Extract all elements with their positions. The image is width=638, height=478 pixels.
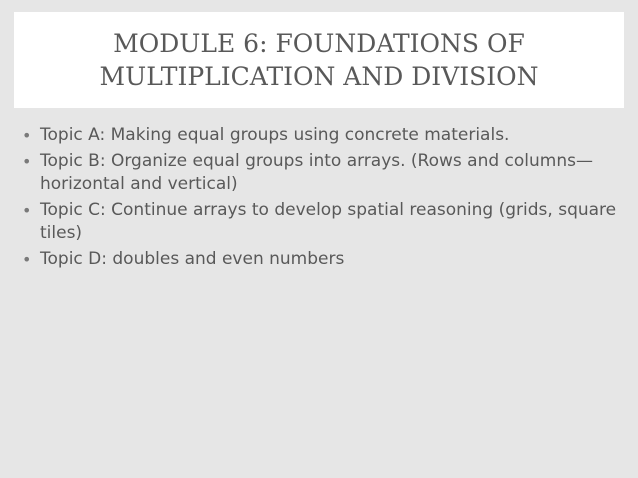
bullet-text: Topic D: doubles and even numbers [40,249,345,269]
bullet-icon: • [22,201,32,220]
bullet-icon: • [22,152,32,171]
bullet-item-topic-d [22,248,617,271]
bullet-item-topic-a [22,124,617,147]
bullet-icon: • [22,250,32,269]
bullet-item-topic-c [22,199,617,245]
bullet-text: Topic C: Continue arrays to develop spatial reasoning (grids, square tiles) [40,200,617,243]
title-line-2: MULTIPLICATION AND DIVISION [99,62,539,91]
bullet-list [22,124,617,274]
title-line-1: MODULE 6: FOUNDATIONS OF [113,29,525,58]
bullet-icon: • [22,126,32,145]
bullet-item-topic-b [22,150,617,196]
title-box [14,12,624,108]
bullet-text: Topic A: Making equal groups using concrete materials. [40,125,510,145]
bullet-text: Topic B: Organize equal groups into arrays. (Rows and columns—horizontal and vertical) [40,151,593,194]
